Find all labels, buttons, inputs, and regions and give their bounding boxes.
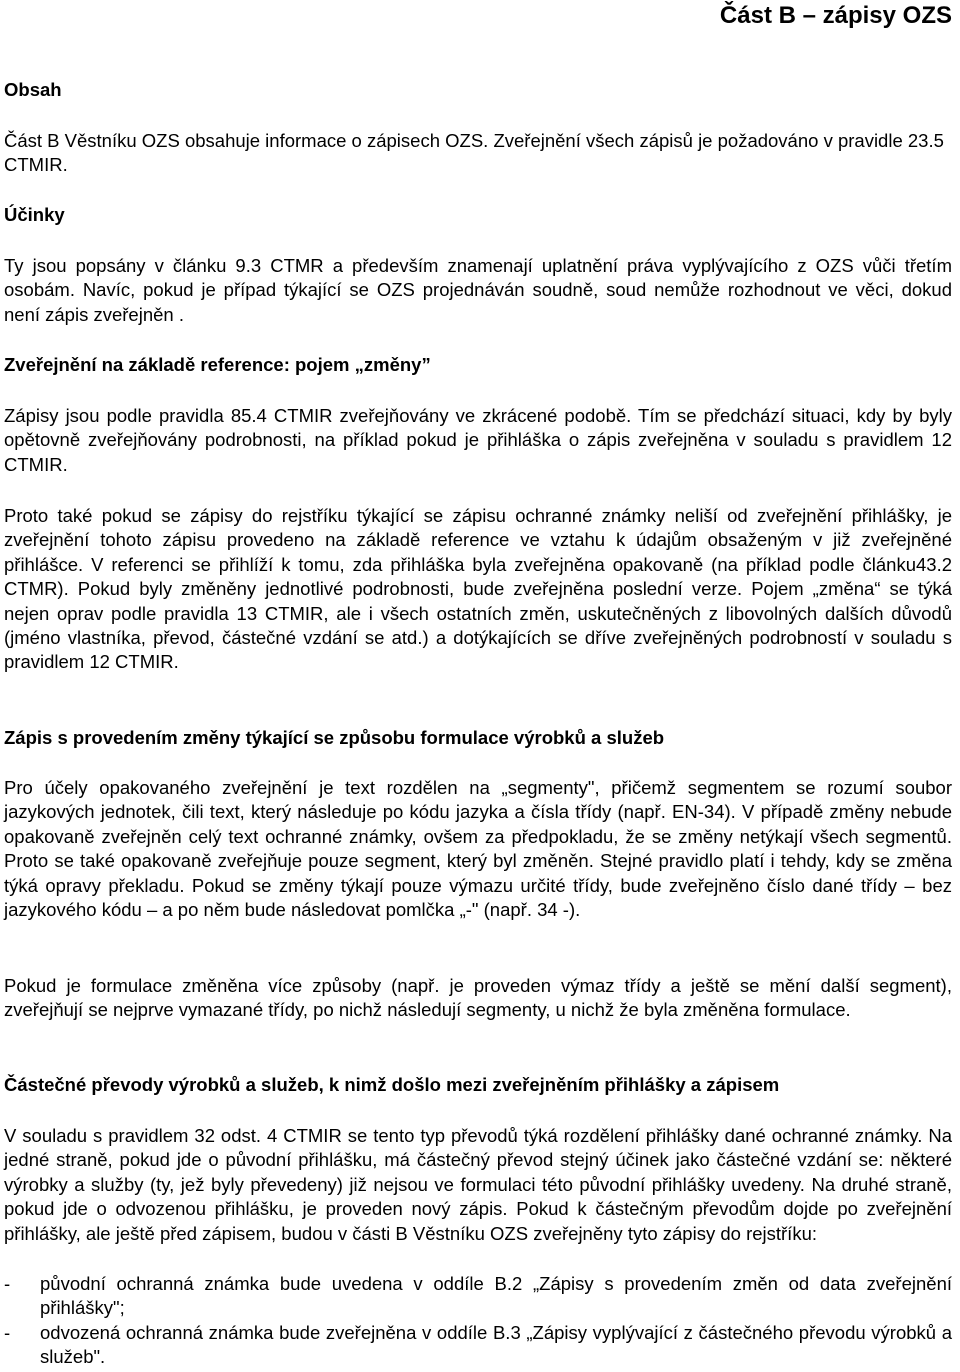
list-item-text: původní ochranná známka bude uvedena v oddíle B.2 „Zápisy s provedením změn od data zveřejnění přihlášky"; (40, 1273, 952, 1319)
transfer-list (4, 1272, 952, 1370)
paragraph-castecne-prevody: V souladu s pravidlem 32 odst. 4 CTMIR se tento typ převodů týká rozdělení přihlášky dané ochranné známky. Na jedné straně, pokud jde o původní přihlášku, má částečný převod stejný účinek jako částečné vzdání se: některé výrobky a služby (ty, jež byly převedeny) již nejsou ve formulaci této původní přihlášky uvedeny. Na druhé straně, pokud jde o odvozenou přihlášku, je proveden nový zápis. Pokud k částečným převodům dojde po zveřejnění přihlášky, ale ještě před zápisem, budou v části B Věstníku OZS zveřejněny tyto zápisy do rejstříku: (4, 1125, 952, 1244)
paragraph-ucinky: Ty jsou popsány v článku 9.3 CTMR a především znamenají uplatnění práva vyplývajícího z OZS vůči třetím osobám. Navíc, pokud je případ týkající se OZS projednáván soudně, soud nemůže rozhodnout ve věci, dokud není zápis zveřejněn . (4, 255, 952, 325)
list-dash: - (4, 1273, 11, 1294)
heading-zverejneni-reference: Zveřejnění na základě reference: pojem „změny” (4, 354, 431, 375)
list-item-text: odvozená ochranná známka bude zveřejněna v oddíle B.3 „Zápisy vyplývající z částečného převodu výrobků a služeb". (40, 1321, 952, 1368)
list-dash: - (4, 1321, 11, 1343)
heading-zmena-formulace: Zápis s provedením změny týkající se způsobu formulace výrobků a služeb (4, 727, 665, 748)
document-title: Část B – zápisy OZS (719, 2, 952, 29)
list-item (4, 1272, 952, 1321)
paragraph-segmenty: Pro účely opakovaného zveřejnění je text rozdělen na „segmenty", přičemž segmentem se rozumí soubor jazykových jednotek, čili text, který následuje po kódu jazyka a čísla třídy (např. EN-34). V případě změny nebude opakovaně zveřejněn celý text ochranné známky, ovšem za předpokladu, že se změny netýkají všech segmentů. Proto se také opakovaně zveřejňuje pouze segment, který byl změněn. Stejné pravidlo platí i tehdy, kdy se změna týká opravy překladu. Pokud se změny týkají pouze výmazu určité třídy, bude zveřejněno číslo dané třídy – bez jazykového kódu – a po něm bude následovat pomlčka „-" (např. 34 -). (4, 777, 952, 921)
paragraph-obsah: Část B Věstníku OZS obsahuje informace o zápisech OZS. Zveřejnění všech zápisů je požadováno v pravidle 23.5 CTMIR. (4, 130, 944, 176)
paragraph-zmena: Proto také pokud se zápisy do rejstříku týkající se zápisu ochranné známky neliší od zveřejnění přihlášky, je zveřejnění tohoto zápisu provedeno na základě reference ve vztahu k údajům obsaženým v již zveřejněné přihlášce. V referenci se přihlíží k tomu, zda přihláška byla zveřejněna opakovaně (na příklad podle článku43.2 CTMR). Pokud byly změněny jednotlivé podrobnosti, bude zveřejněna poslední verze. Pojem „změna“ se týká nejen oprav podle pravidla 13 CTMIR, ale i všech ostatních změn, uskutečněných z libovolných dalších důvodů (jméno vlastníka, převod, částečné vzdání se atd.) a dotýkajících se dříve zveřejněných podrobností v souladu s pravidlem 12 CTMIR. (4, 505, 952, 673)
paragraph-formulace-vice: Pokud je formulace změněna více způsoby (např. je proveden výmaz třídy a ještě se mění další segment), zveřejňují se nejprve vymazané třídy, po nichž následují segmenty, u nichž že byla změněna formulace. (4, 975, 952, 1021)
heading-ucinky: Účinky (4, 204, 65, 225)
heading-obsah: Obsah (4, 79, 62, 100)
paragraph-zapisy-zkracene: Zápisy jsou podle pravidla 85.4 CTMIR zveřejňovány ve zkrácené podobě. Tím se předchází situaci, kdy by byly opětovně zveřejňovány podrobnosti, na příklad pokud je přihláška o zápis zveřejněna v souladu s pravidlem 12 CTMIR. (4, 405, 952, 475)
heading-castecne-prevody: Částečné převody výrobků a služeb, k nimž došlo mezi zveřejněním přihlášky a zápisem (4, 1074, 780, 1095)
list-item (4, 1321, 952, 1370)
